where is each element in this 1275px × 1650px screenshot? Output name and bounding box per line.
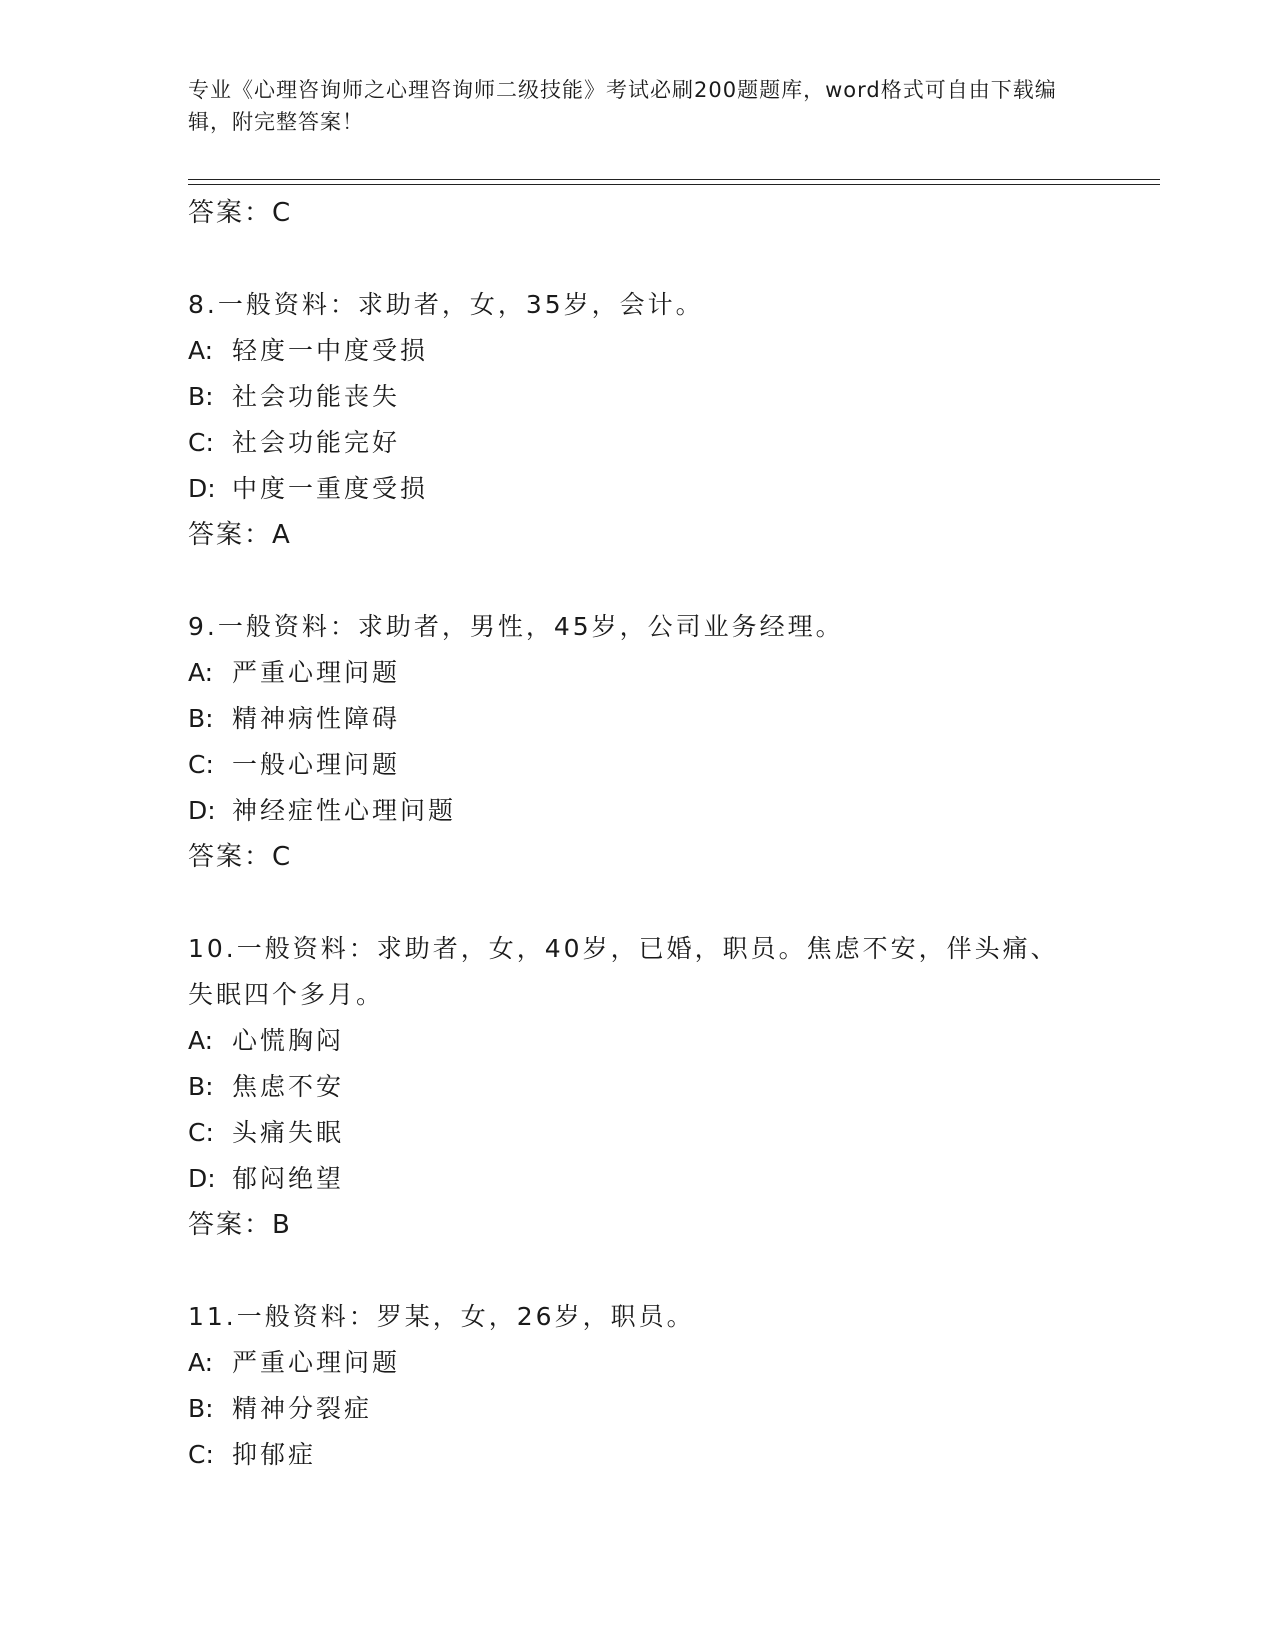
document-header: 专业《心理咨询师之心理咨询师二级技能》考试必刷200题题库，word格式可自由下载编辑，附完整答案！ [188, 78, 1057, 134]
option-text: 严重心理问题 [232, 658, 401, 687]
option-text: 焦虑不安 [232, 1072, 345, 1101]
option-letter: C: [188, 428, 214, 457]
option-c [188, 1432, 1088, 1478]
option-text: 抑郁症 [232, 1440, 317, 1469]
option-text: 精神病性障碍 [232, 704, 401, 733]
option-text: 社会功能完好 [232, 428, 401, 457]
question-list [188, 190, 1088, 1478]
option-c [188, 1110, 1088, 1156]
option-letter: A: [188, 1026, 214, 1055]
option-letter: B: [188, 382, 214, 411]
option-b [188, 374, 1088, 420]
option-letter: B: [188, 1072, 214, 1101]
option-letter: D: [188, 796, 216, 825]
option-d [188, 1156, 1088, 1202]
answer-line: 答案：C [188, 842, 293, 872]
option-letter: A: [188, 658, 214, 687]
option-text: 一般心理问题 [232, 750, 401, 779]
option-letter: C: [188, 1118, 214, 1147]
option-a [188, 328, 1088, 374]
option-a [188, 1340, 1088, 1386]
question-text: 8.一般资料：求助者，女，35岁，会计。 [188, 290, 704, 319]
option-d [188, 788, 1088, 834]
question-text: 10.一般资料：求助者，女，40岁，已婚，职员。焦虑不安，伴头痛、失眠四个多月。 [188, 934, 1059, 1009]
option-text: 中度一重度受损 [232, 474, 429, 503]
option-text: 心慌胸闷 [232, 1026, 345, 1055]
option-text: 神经症性心理问题 [232, 796, 457, 825]
option-b [188, 1386, 1088, 1432]
header-rule-bottom [188, 184, 1160, 185]
option-letter: D: [188, 1164, 216, 1193]
option-letter: A: [188, 336, 214, 365]
option-letter: A: [188, 1348, 214, 1377]
option-text: 头痛失眠 [232, 1118, 345, 1147]
option-text: 轻度一中度受损 [232, 336, 429, 365]
question-10 [188, 926, 1088, 1248]
option-text: 严重心理问题 [232, 1348, 401, 1377]
option-text: 郁闷绝望 [232, 1164, 345, 1193]
option-letter: C: [188, 1440, 214, 1469]
question-8 [188, 282, 1088, 558]
answer-line: 答案：B [188, 1210, 292, 1240]
answer-line: 答案：A [188, 520, 292, 550]
question-text: 9.一般资料：求助者，男性，45岁，公司业务经理。 [188, 612, 844, 641]
answer-line: 答案：C [188, 198, 293, 228]
option-a [188, 650, 1088, 696]
question-text: 11.一般资料：罗某，女，26岁，职员。 [188, 1302, 695, 1331]
option-text: 社会功能丧失 [232, 382, 401, 411]
option-text: 精神分裂症 [232, 1394, 373, 1423]
option-c [188, 420, 1088, 466]
option-b [188, 696, 1088, 742]
question-9 [188, 604, 1088, 880]
option-c [188, 742, 1088, 788]
option-b [188, 1064, 1088, 1110]
option-letter: C: [188, 750, 214, 779]
option-letter: D: [188, 474, 216, 503]
option-letter: B: [188, 1394, 214, 1423]
option-letter: B: [188, 704, 214, 733]
option-a [188, 1018, 1088, 1064]
question-11 [188, 1294, 1088, 1478]
header-rule-top [188, 179, 1160, 180]
option-d [188, 466, 1088, 512]
